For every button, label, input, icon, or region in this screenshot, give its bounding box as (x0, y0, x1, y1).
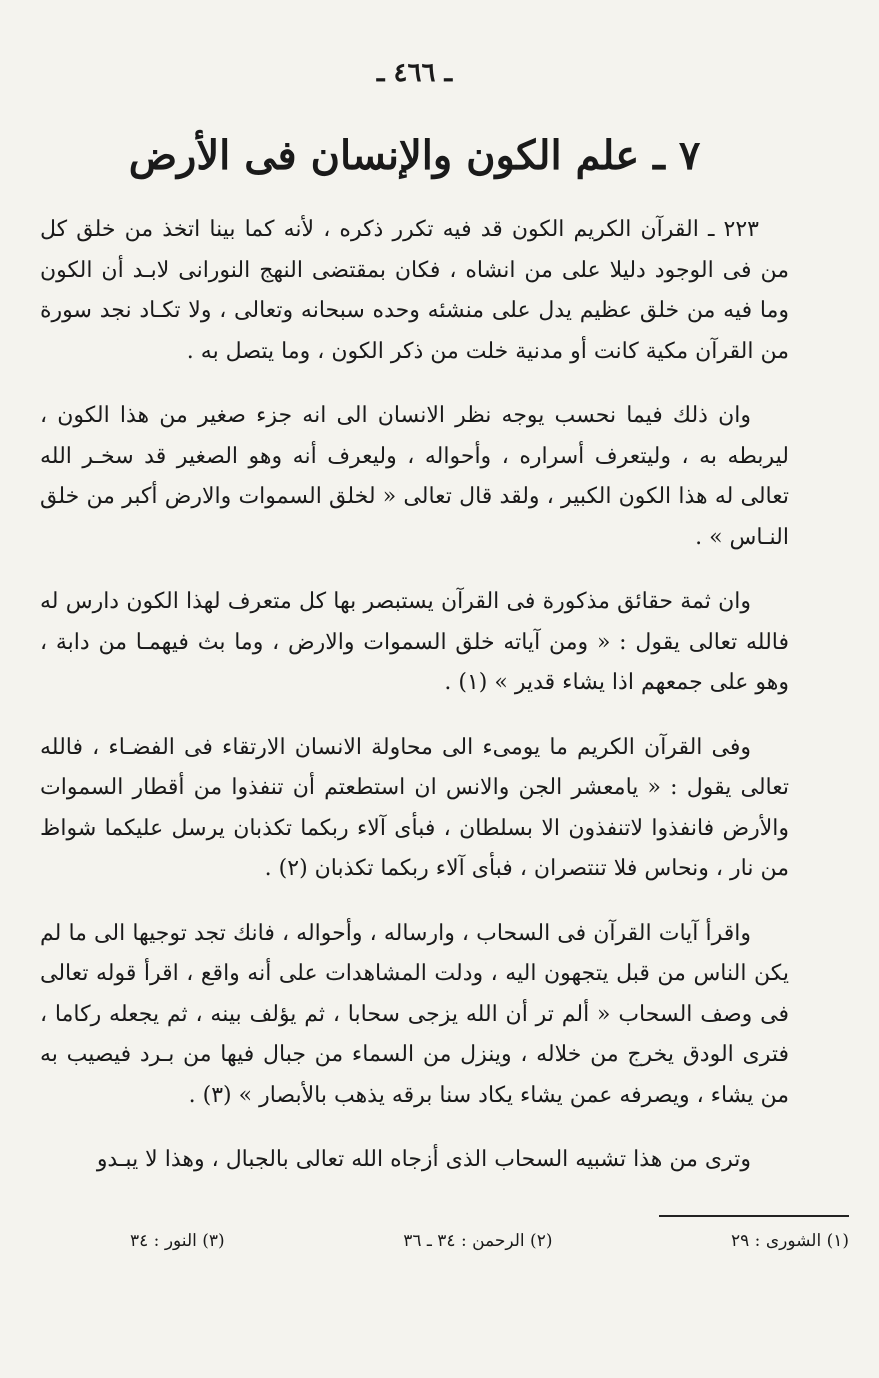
footnotes (130, 1231, 849, 1251)
paragraph-6: وترى من هذا تشبيه السحاب الذى أزجاه الله تعالى بالجبال ، وهذا لا يبـدو (96, 1147, 751, 1172)
paragraph-3: وان ثمة حقائق مذكورة فى القرآن يستبصر بها كل متعرف لهذا الكون دارس له فالله تعالى يقول : « ومن آياته خلق السموات والارض ، وما بث فيهمـا من دابة ، وهو على جمعهم اذا يشاء قدير » (١) . (40, 589, 789, 695)
page-number: ـ ٤٦٦ ـ (376, 58, 453, 88)
footnote-divider (659, 1215, 849, 1217)
footnote-3: (٣) النور : ٣٤ (130, 1230, 225, 1251)
paragraph-5: واقرأ آيات القرآن فى السحاب ، وارساله ، وأحواله ، فانك تجد توجيها الى ما لم يكن الناس من قبل يتجهون اليه ، ودلت المشاهدات على أنه واقع ، اقرأ قوله تعالى فى وصف السحاب « ألم تر أن الله يزجى سحابا ، ثم يؤلف بينه ، ثم يجعله ركاما ، فترى الودق يخرج من خلاله ، وينزل من السماء من جبال فيها من بـرد فيصيب به من يشاء ، ويصرفه عمن يشاء يكاد سنا برقه يذهب بالأبصار » (٣) . (40, 920, 789, 1108)
chapter-title: ٧ ـ علم الكون والإنسان فى الأرض (128, 132, 701, 179)
footnote-2: (٢) الرحمن : ٣٤ ـ ٣٦ (403, 1230, 553, 1251)
paragraph-1: ٢٢٣ ـ القرآن الكريم الكون قد فيه تكرر ذكره ، لأنه كما بينا اتخذ من خلق كل من فى الوجود دليلا على من انشاه ، فكان بمقتضى النهج النورانى لابـد أن الكون وما فيه من خلق عظيم يدل على منشئه وحده سبحانه وتعالى ، ولا تكـاد نجد سورة من القرآن مكية كانت أو مدنية خلت من ذكر الكون ، وما يتصل به . (40, 217, 789, 364)
footnote-1: (١) الشورى : ٢٩ (731, 1230, 849, 1251)
paragraph-2: وان ذلك فيما نحسب يوجه نظر الانسان الى انه جزء صغير من هذا الكون ، ليربطه به ، وليتعرف أسراره ، وأحواله ، وليعرف أنه وهو الصغير قد سخـر الله تعالى له هذا الكون الكبير ، ولقد قال تعالى « لخلق السموات والارض أكبر من خلق النـاس » . (40, 403, 790, 550)
paragraph-4: وفى القرآن الكريم ما يومىء الى محاولة الانسان الارتقاء فى الفضـاء ، فالله تعالى يقول : « يامعشر الجن والانس ان استطعتم أن تنفذوا من أقطار السموات والأرض فانفذوا لاتنفذون الا بسلطان ، فبأى آلاء ربكما تكذبان يرسل عليكما شواظ من نار ، ونحاس فلا تنتصران ، فبأى آلاء ربكما تكذبان (٢) . (40, 734, 789, 881)
